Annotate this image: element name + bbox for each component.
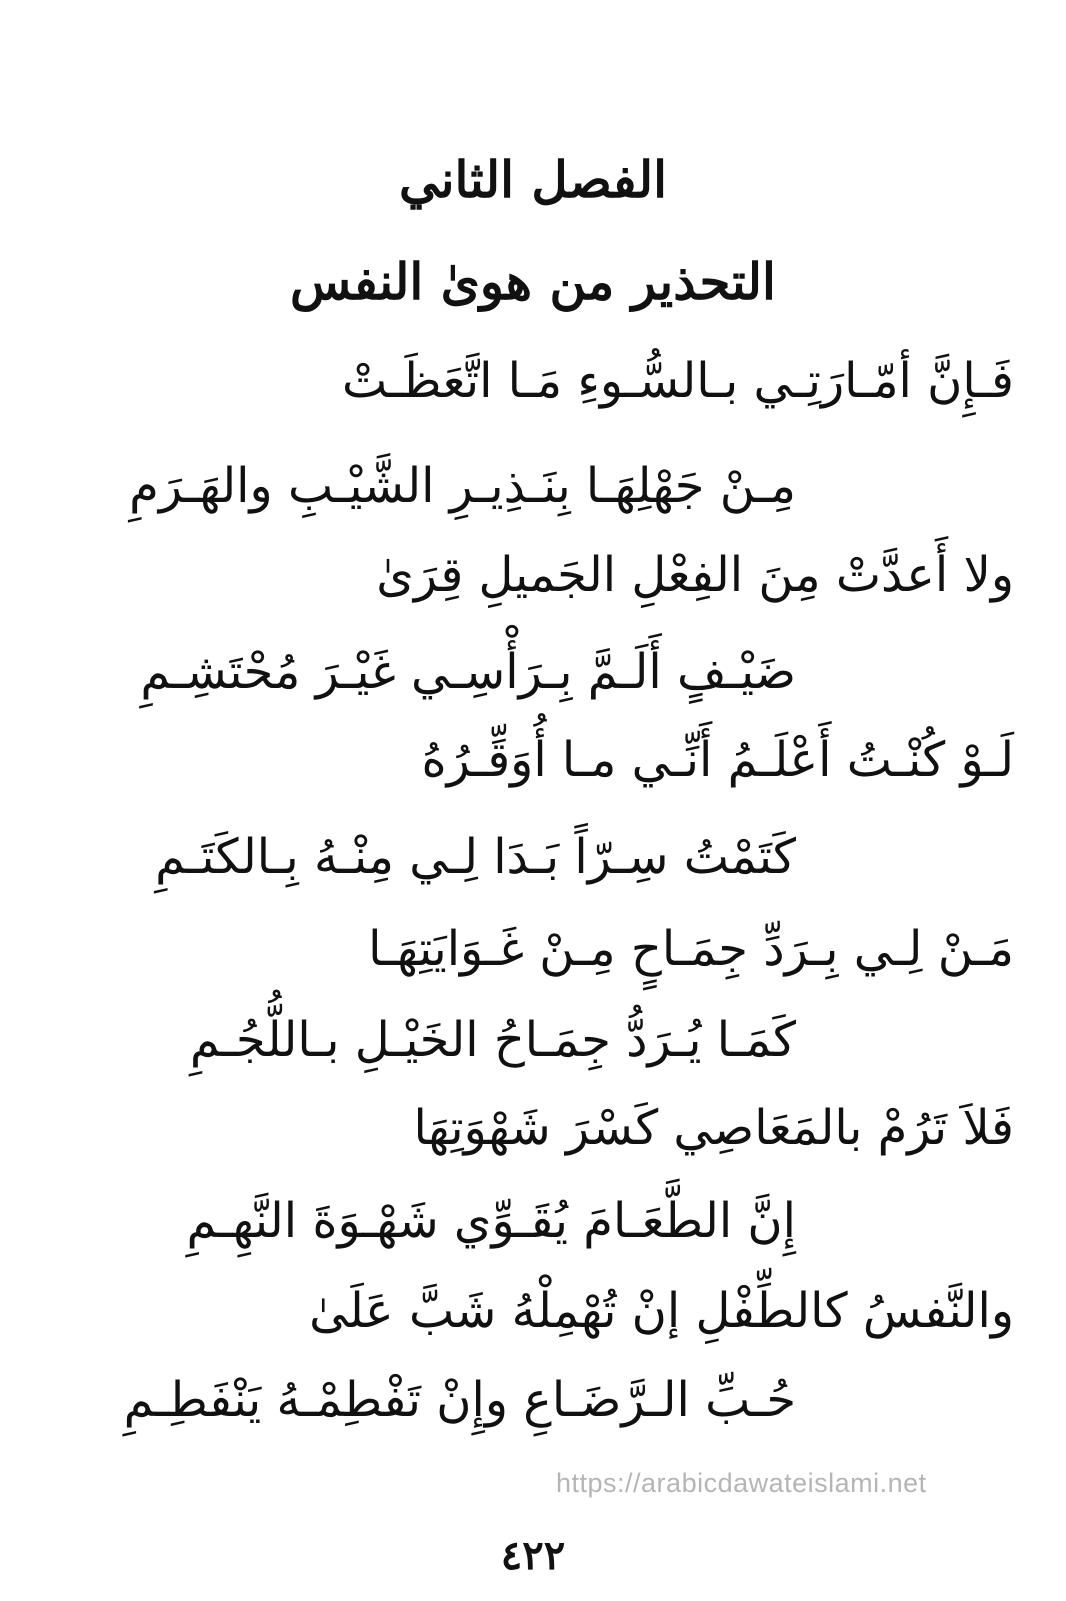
verse-6-second-hemistich: حُـبِّ الـرَّضَـاعِ وإِنْ تَفْطِمْـهُ يَنْفَطِـمِ — [123, 1372, 796, 1428]
verse-1-first-hemistich: فَـإِنَّ أمّـارَتِـي بـالسُّـوءِ مَـا اتَّعَظَـتْ — [342, 353, 1014, 409]
verse-6-first-hemistich: والنَّفسُ كالطِّفْلِ إنْ تُهْمِلْهُ شَبَّ عَلَىٰ — [309, 1283, 1014, 1339]
chapter-title: الفصل الثاني — [398, 150, 668, 209]
source-watermark: https://arabicdawateislami.net — [556, 1468, 927, 1498]
page-number: ٤٢٢ — [500, 1532, 566, 1579]
verse-5-first-hemistich: فَلاَ تَرُمْ بالمَعَاصِي كَسْرَ شَهْوَتِهَا — [413, 1100, 1014, 1156]
verse-4-first-hemistich: مَـنْ لِـي بِـرَدِّ جِمَـاحٍ مِـنْ غَـوَايَتِهَـا — [368, 921, 1014, 977]
verse-1-second-hemistich: مِـنْ جَهْلِهَـا بِنَـذِيـرِ الشَّيْـبِ والهَـرَمِ — [129, 458, 796, 514]
verse-4-second-hemistich: كَمَـا يُـرَدُّ جِمَـاحُ الخَيْـلِ بـاللُّجُـمِ — [189, 1012, 796, 1068]
verse-3-second-hemistich: كَتَمْتُ سِـرّاً بَـدَا لِـي مِنْـهُ بِـالكَتَـمِ — [155, 829, 796, 885]
chapter-subtitle: التحذير من هوىٰ النفس — [290, 252, 776, 311]
verse-5-second-hemistich: إِنَّ الطَّعَـامَ يُقَـوِّي شَهْـوَةَ النَّهِـمِ — [186, 1193, 796, 1249]
verse-3-first-hemistich: لَـوْ كُنْـتُ أَعْلَـمُ أَنِّـي مـا أُوَقِّـرُهُ — [421, 732, 1014, 788]
verse-2-first-hemistich: ولا أَعدَّتْ مِنَ الفِعْلِ الجَميلِ قِرَىٰ — [376, 547, 1014, 603]
verse-2-second-hemistich: ضَيْـفٍ أَلَـمَّ بِـرَأْسِـي غَيْـرَ مُحْتَشِـمِ — [140, 644, 796, 700]
